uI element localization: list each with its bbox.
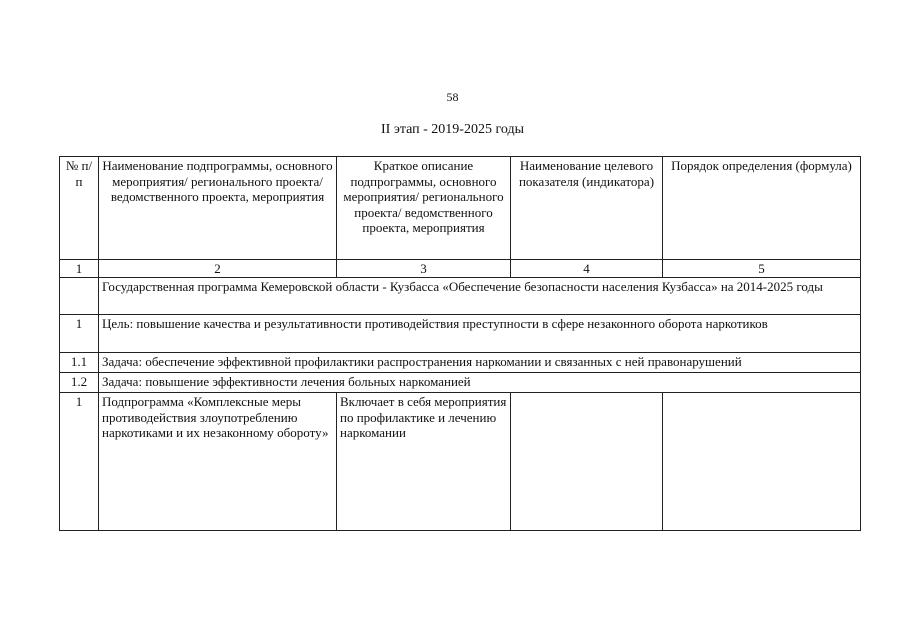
column-number-row bbox=[60, 260, 861, 278]
page-number: 58 bbox=[446, 90, 459, 104]
row-number-cell: 1 bbox=[60, 315, 99, 353]
column-number-cell: 1 bbox=[60, 260, 99, 278]
subprogram-row bbox=[60, 393, 861, 531]
task-row bbox=[60, 373, 861, 393]
column-number-cell: 2 bbox=[99, 260, 337, 278]
goal-row bbox=[60, 315, 861, 353]
task-text-cell: Задача: повышение эффективности лечения больных наркоманией bbox=[99, 373, 861, 393]
task-text-cell: Задача: обеспечение эффективной профилактики распространения наркомании и связанных с ней правонарушений bbox=[99, 353, 861, 373]
row-number-cell bbox=[60, 278, 99, 315]
task-row bbox=[60, 353, 861, 373]
subprogram-indicator-cell bbox=[511, 393, 663, 531]
program-title-cell: Государственная программа Кемеровской области - Кузбасса «Обеспечение безопасности населения Кузбасса» на 2014-2025 годы bbox=[99, 278, 861, 315]
stage-title: II этап - 2019-2025 годы bbox=[381, 122, 524, 137]
header-cell-formula: Порядок определения (формула) bbox=[663, 157, 861, 260]
header-cell-description: Краткое описание подпрограммы, основного мероприятия/ регионального проекта/ ведомственного проекта, мероприятия bbox=[337, 157, 511, 260]
subprogram-name-cell: Подпрограмма «Комплексные меры противодействия злоупотреблению наркотиками и их незаконному обороту» bbox=[99, 393, 337, 531]
header-cell-name: Наименование подпрограммы, основного мероприятия/ регионального проекта/ ведомственного проекта, мероприятия bbox=[99, 157, 337, 260]
column-number-cell: 5 bbox=[663, 260, 861, 278]
program-table bbox=[59, 156, 861, 531]
subprogram-formula-cell bbox=[663, 393, 861, 531]
header-cell-indicator: Наименование целевого показателя (индикатора) bbox=[511, 157, 663, 260]
column-number-cell: 4 bbox=[511, 260, 663, 278]
program-row bbox=[60, 278, 861, 315]
row-number-cell: 1.2 bbox=[60, 373, 99, 393]
column-number-cell: 3 bbox=[337, 260, 511, 278]
row-number-cell: 1 bbox=[60, 393, 99, 531]
goal-text-cell: Цель: повышение качества и результативности противодействия преступности в сфере незаконного оборота наркотиков bbox=[99, 315, 861, 353]
header-cell-number: № п/п bbox=[60, 157, 99, 260]
row-number-cell: 1.1 bbox=[60, 353, 99, 373]
table-header-row bbox=[60, 157, 861, 260]
subprogram-description-cell: Включает в себя мероприятия по профилактике и лечению наркомании bbox=[337, 393, 511, 531]
